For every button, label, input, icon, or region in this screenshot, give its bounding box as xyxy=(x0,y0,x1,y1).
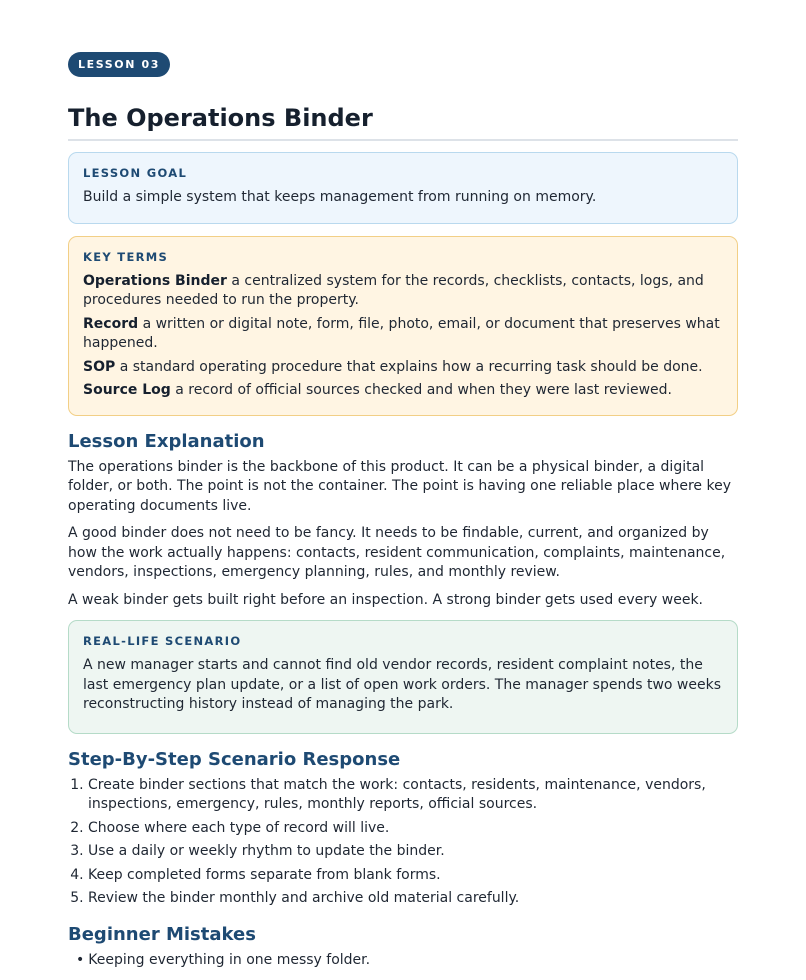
key-term-definition: a record of official sources checked and when they were last reviewed. xyxy=(170,382,672,398)
list-item: 4. Keep completed forms separate from blank forms. xyxy=(88,866,738,886)
scenario-text: A new manager starts and cannot find old vendor records, resident complaint notes, the last emergency plan update, or a list of open work orders. The manager spends two weeks reconstructing history instead of managing the park. xyxy=(83,657,721,712)
key-term-definition: a centralized system for the records, checklists, contacts, logs, and procedures needed to run the property. xyxy=(83,272,704,308)
steps-heading: Step-By-Step Scenario Response xyxy=(68,748,401,770)
explanation-paragraph: A good binder does not need to be fancy. It needs to be findable, current, and organized by how the work actually happens: contacts, resident communication, complaints, maintenance, vendors, inspections, emergency planning, rules, and monthly review. xyxy=(68,525,726,580)
key-term-definition: a standard operating procedure that explains how a recurring task should be done. xyxy=(115,358,703,375)
lesson-goal-box xyxy=(68,152,738,224)
explanation-paragraph: The operations binder is the backbone of this product. It can be a physical binder, a digital folder, or both. The point is not the container. The point is having one reliable place where key operating documents live. xyxy=(68,458,732,514)
mistakes-list xyxy=(68,951,738,971)
key-terms-box xyxy=(68,236,738,416)
list-item: 3. Use a daily or weekly rhythm to update the binder. xyxy=(88,842,738,862)
explanation-paragraph: A weak binder gets built right before an inspection. A strong binder gets used every week. xyxy=(68,591,703,608)
key-term-name: SOP xyxy=(83,358,116,375)
key-term-definition: a written or digital note, form, file, photo, email, or document that preserves what happened. xyxy=(83,315,720,351)
key-term-item xyxy=(83,381,723,401)
key-term-item xyxy=(83,272,723,311)
explanation-body xyxy=(68,458,738,611)
page-title: The Operations Binder xyxy=(68,103,738,141)
list-item: 2. Choose where each type of record will live. xyxy=(88,819,738,839)
lesson-badge: LESSON 03 xyxy=(68,52,170,77)
lesson-goal-label: LESSON GOAL xyxy=(83,166,188,180)
scenario-label: REAL-LIFE SCENARIO xyxy=(83,634,242,648)
key-term-name: Source Log xyxy=(83,382,171,398)
list-item: 1. Create binder sections that match the work: contacts, residents, maintenance, vendors, inspections, emergency, rules, monthly reports, official sources. xyxy=(88,776,738,815)
key-terms-label: KEY TERMS xyxy=(83,249,169,264)
list-item: • Keeping everything in one messy folder. xyxy=(76,951,738,971)
key-term-name: Record xyxy=(83,315,139,332)
key-term-item xyxy=(83,358,723,378)
steps-list xyxy=(68,776,738,909)
mistakes-heading: Beginner Mistakes xyxy=(68,923,256,945)
list-item: 5. Review the binder monthly and archive old material carefully. xyxy=(88,889,738,909)
lesson-goal-text: Build a simple system that keeps management from running on memory. xyxy=(83,189,597,205)
scenario-box xyxy=(68,620,738,734)
key-term-name: Operations Binder xyxy=(83,272,227,289)
explanation-heading: Lesson Explanation xyxy=(68,430,265,452)
key-term-item xyxy=(83,315,723,354)
